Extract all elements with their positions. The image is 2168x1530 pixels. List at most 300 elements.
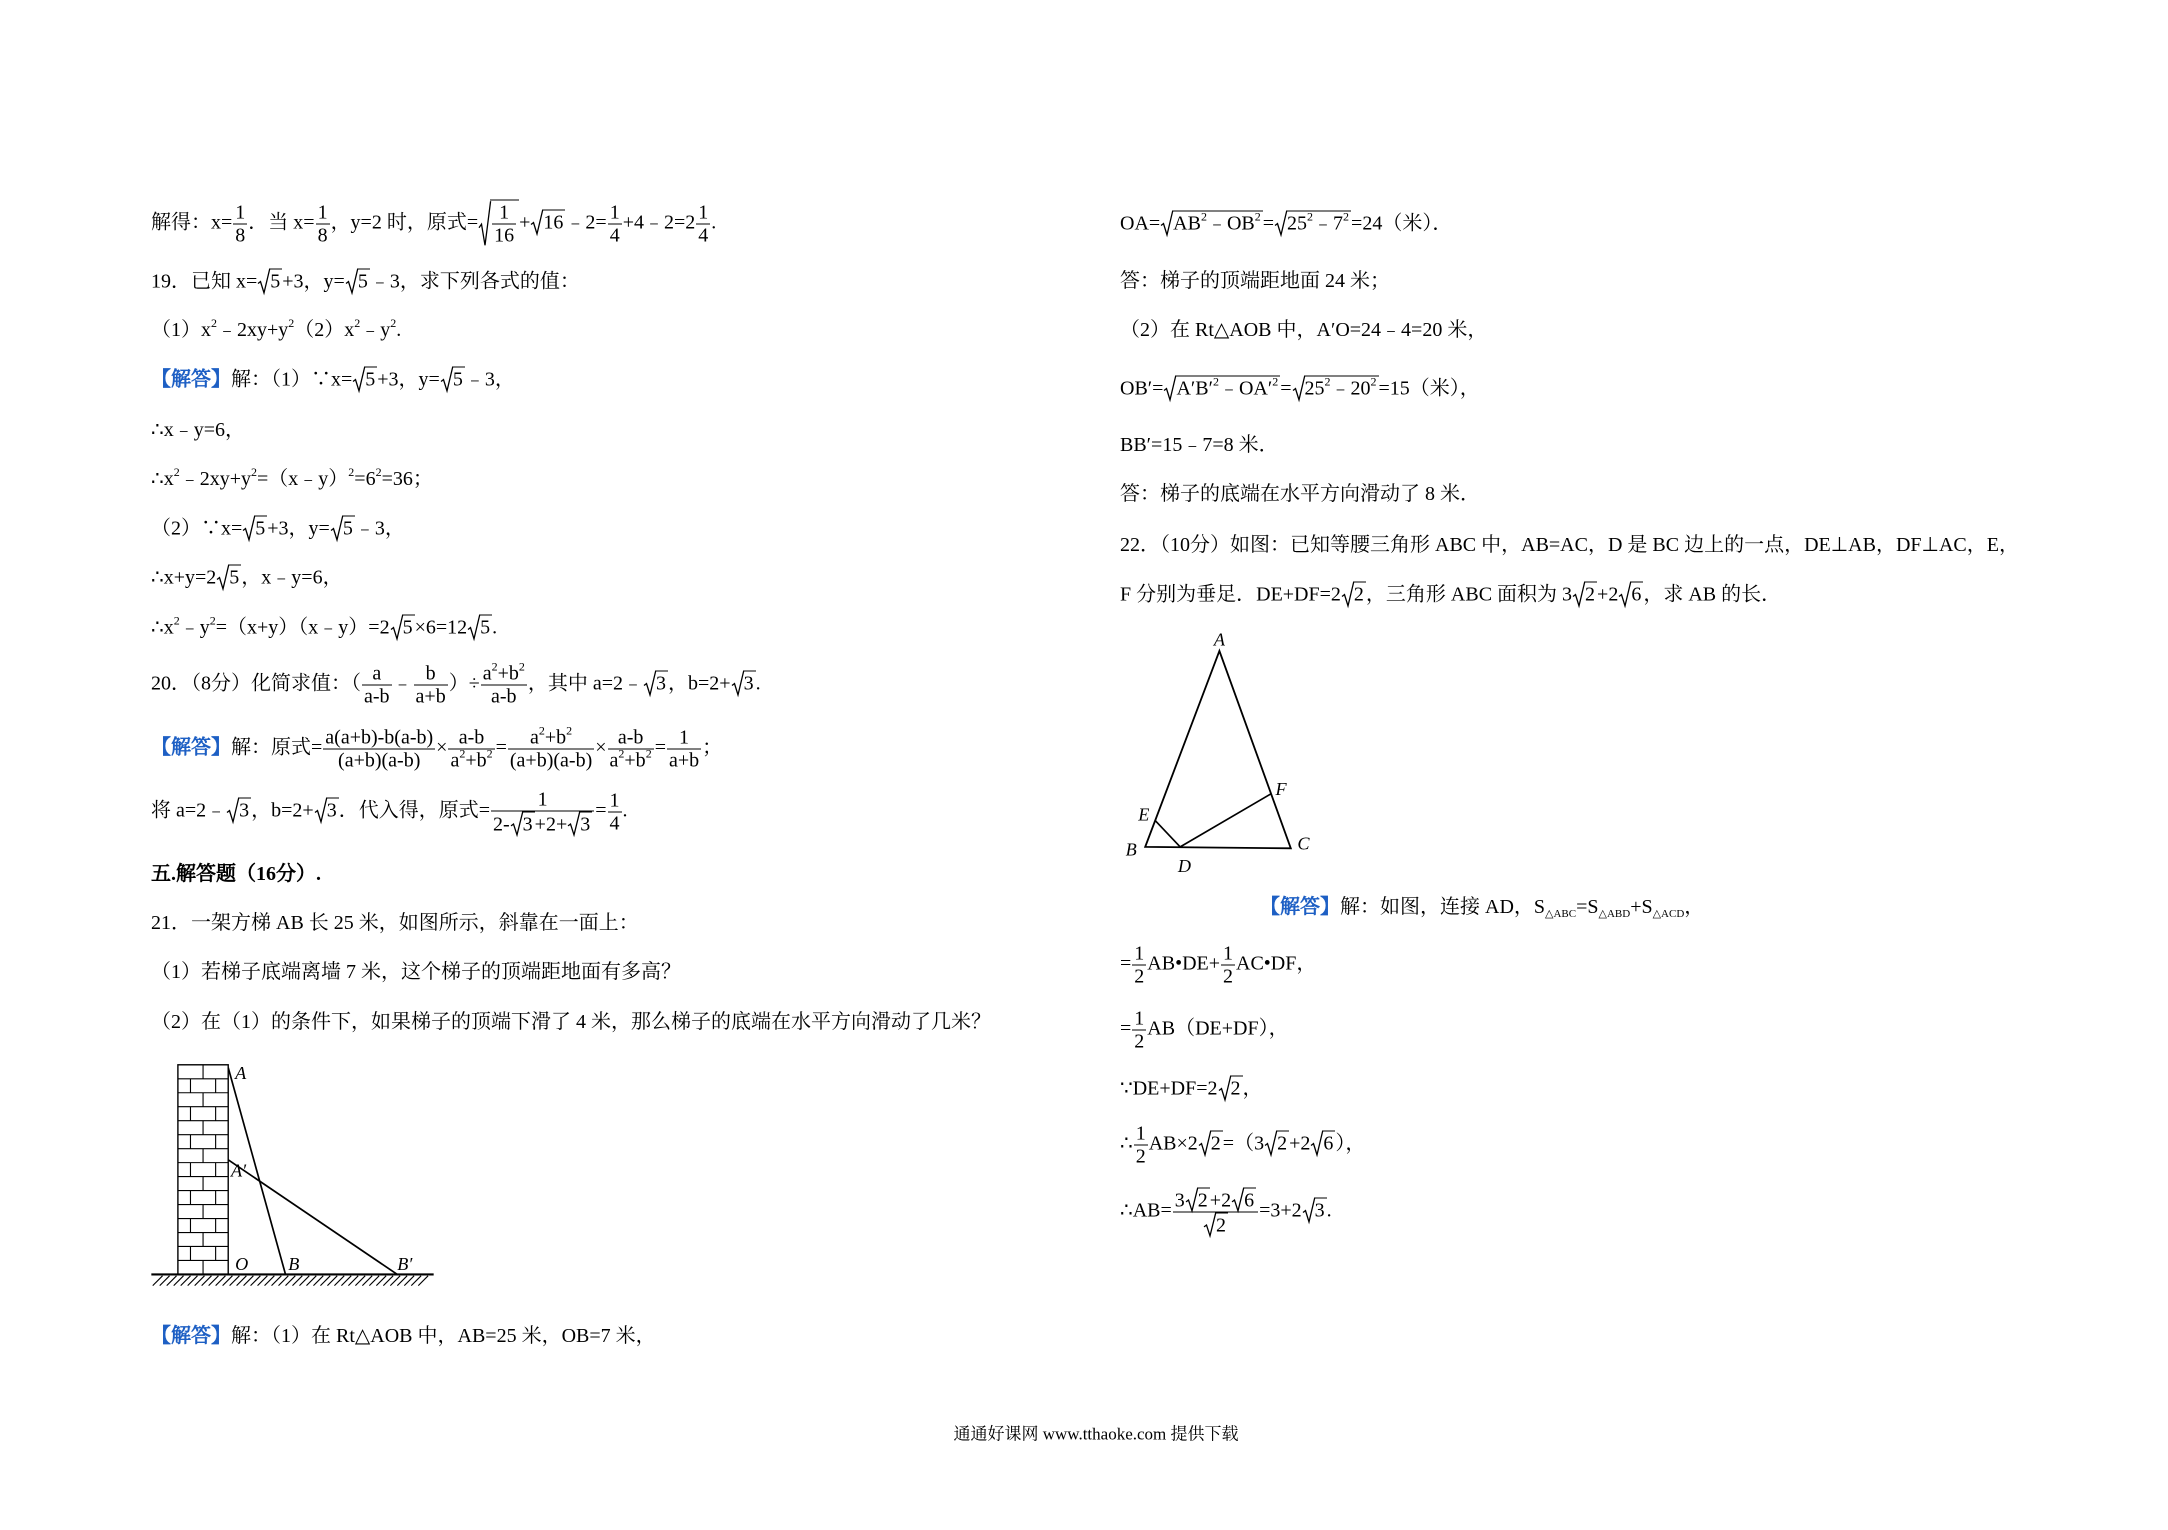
math-text: AB [1173, 212, 1201, 235]
math-text: ﹣2xy+y [217, 319, 289, 341]
math-text: OA= [1120, 212, 1161, 235]
q22-stem [1120, 582, 1781, 607]
math-text: ∴x+y=2 [151, 566, 217, 589]
radical-sign-icon [1311, 1131, 1323, 1156]
q22-answer-line [1120, 943, 1316, 988]
math-text: 将 a=2﹣ [151, 799, 227, 822]
q22-answer-line [1120, 1123, 1365, 1168]
square-root [1342, 582, 1366, 607]
answer-label: 【解答】 [151, 736, 231, 759]
math-text: =S [1576, 896, 1599, 918]
math-text: ，求 AB 的长． [1643, 583, 1782, 606]
section-heading [151, 862, 321, 886]
math-text: a-b [458, 726, 485, 749]
numerator [1132, 1008, 1146, 1030]
radical-sign-icon [1342, 582, 1354, 607]
math-text: ∴AB= [1120, 1199, 1172, 1222]
math-text: ； [702, 736, 723, 759]
radicand [238, 798, 251, 822]
math-text: = [1262, 212, 1275, 235]
q22-stem [1120, 533, 2019, 557]
radicand [522, 812, 535, 836]
math-text: =（3 [1222, 1132, 1265, 1155]
label-e: E [1138, 804, 1150, 825]
denominator [233, 224, 247, 247]
radical-sign-icon [1186, 1188, 1198, 1212]
numerator [1221, 943, 1235, 965]
math-text: ，x﹣y=6， [241, 566, 343, 589]
q19-answer-line [151, 516, 405, 541]
denominator [316, 224, 330, 247]
math-text: （1）x [151, 319, 211, 341]
radical-sign-icon [1199, 1131, 1211, 1156]
square-root [227, 798, 251, 823]
q21-answer-line [1120, 269, 1390, 293]
math-text: = [595, 799, 607, 822]
math-text: . [1326, 1199, 1332, 1222]
math-text: ﹣y [360, 319, 391, 341]
radicand [1175, 376, 1280, 400]
math-text: 1 [679, 726, 690, 749]
radical-sign-icon [1303, 1198, 1315, 1223]
math-text: 2 [1134, 965, 1145, 988]
radicand [269, 269, 282, 293]
ladder-a-prime-b-prime [228, 1160, 397, 1275]
radicand [490, 200, 519, 247]
math-text: (a+b)(a-b) [509, 749, 593, 772]
radicand [1276, 1131, 1289, 1155]
denominator [492, 224, 516, 247]
superscript: 2 [288, 316, 295, 330]
math-text: ∴x﹣y=6， [151, 419, 246, 441]
square-root [1293, 376, 1379, 401]
math-text: 1 [537, 788, 548, 811]
math-text: 2 [1230, 1077, 1241, 1100]
ladder-figure [151, 1062, 434, 1294]
math-text: =15（米）， [1378, 377, 1480, 400]
math-text: 1 [1135, 1122, 1146, 1145]
math-text: 2 [1197, 1189, 1208, 1212]
math-text: 1 [317, 201, 328, 224]
math-text: 2 [1223, 965, 1234, 988]
label-b-prime: B′ [397, 1254, 413, 1275]
numerator [608, 790, 622, 812]
radicand [402, 615, 415, 639]
math-text: ，b=2+ [668, 672, 731, 695]
radical-sign-icon [391, 615, 403, 640]
radical-sign-icon [331, 516, 343, 541]
math-text: +2+ [534, 813, 568, 836]
square-root [479, 200, 519, 247]
math-text: ．当 x= [248, 211, 315, 234]
q19-answer-line [151, 565, 343, 590]
math-text: 3 [656, 672, 667, 695]
radicand [542, 210, 565, 234]
math-text: 3 [239, 799, 250, 822]
denominator [696, 224, 710, 247]
math-text: 2 [1135, 1145, 1146, 1168]
square-root [391, 615, 415, 640]
square-root [258, 269, 282, 294]
q22-answer-line [1120, 1076, 1263, 1101]
math-text: 6 [1631, 583, 1642, 606]
q21-answer-line [151, 1324, 656, 1348]
math-text: 4 [609, 812, 620, 835]
denominator [1134, 1145, 1148, 1168]
math-text: 16 [543, 211, 564, 234]
fraction [414, 663, 448, 708]
math-text: 5 [365, 368, 376, 391]
numerator [414, 663, 448, 685]
radical-sign-icon [441, 367, 453, 392]
radicand [1243, 1188, 1256, 1212]
math-text: ﹣20 [1330, 377, 1371, 400]
math-text: = [1120, 1017, 1132, 1040]
ground-hatch [153, 1276, 428, 1286]
math-text: a-b [491, 685, 517, 708]
denominator [1221, 965, 1235, 988]
math-text: ，y=2 时，原式= [330, 211, 479, 234]
fraction [1173, 1188, 1258, 1237]
math-text: 6 [1244, 1189, 1255, 1212]
q21-answer-line [1120, 376, 1480, 401]
math-text: =（x﹣y） [257, 468, 349, 490]
superscript: 2 [251, 465, 258, 479]
math-text: 21．一架方梯 AB 长 25 米，如图所示，斜靠在一面上： [151, 912, 639, 934]
radicand [364, 367, 377, 391]
math-text: 16 [494, 224, 515, 247]
square-root [1265, 1131, 1289, 1156]
math-text: a [482, 662, 492, 685]
radicand [1215, 1213, 1228, 1237]
math-text: F 分别为垂足．DE+DF=2 [1120, 583, 1341, 606]
radical-sign-icon [468, 615, 480, 640]
radicand [357, 269, 370, 293]
math-text: ﹣3，求下列各式的值： [369, 270, 580, 293]
math-text: 5 [229, 566, 240, 589]
math-text: 8 [317, 224, 328, 247]
square-root [353, 367, 377, 392]
denominator [608, 812, 622, 835]
q19-subquestions [151, 318, 401, 342]
superscript: 2 [491, 659, 498, 674]
math-text: ∴ [1120, 1132, 1133, 1155]
square-root [1275, 211, 1351, 236]
math-text: 1 [235, 201, 246, 224]
fraction [1221, 943, 1235, 988]
superscript: 2 [645, 746, 652, 761]
radical-sign-icon [479, 200, 491, 247]
q21-answer-line [1120, 211, 1452, 236]
q19-answer-line [151, 418, 245, 442]
math-text: +3，y= [267, 517, 330, 540]
fraction [608, 727, 654, 772]
radical-sign-icon [1164, 376, 1176, 401]
math-text: A′B′ [1176, 377, 1213, 400]
math-text: 五.解答题（16分）. [151, 863, 321, 885]
radicand [342, 516, 355, 540]
math-text: 1 [698, 201, 709, 224]
square-root [531, 210, 565, 235]
numerator [492, 202, 516, 224]
math-text: 3 [743, 672, 754, 695]
superscript: 2 [354, 316, 361, 330]
math-text: a+b [668, 749, 700, 772]
math-text: ﹣ [392, 672, 413, 695]
math-text: a [450, 749, 460, 772]
math-text: 解：如图，连接 AD，S [1340, 896, 1546, 918]
radicand [326, 798, 339, 822]
q18-result-line [151, 200, 716, 247]
superscript: 2 [348, 465, 355, 479]
numerator [323, 727, 435, 749]
radical-sign-icon [644, 671, 656, 696]
math-text: 5 [480, 616, 491, 639]
q22-answer-line [1120, 1188, 1332, 1237]
radicand [254, 516, 267, 540]
radicand [1630, 582, 1643, 606]
math-text: ﹣y [179, 616, 210, 639]
math-text: 6 [1323, 1132, 1334, 1155]
square-root [1164, 376, 1280, 401]
numerator [316, 202, 330, 224]
superscript: 2 [486, 746, 493, 761]
q20-answer-line [151, 723, 723, 772]
q21-subquestion [151, 960, 681, 984]
denominator [448, 746, 494, 772]
math-text: +4﹣2=2 [622, 211, 696, 234]
superscript: 2 [1200, 209, 1207, 224]
math-text: +b [544, 726, 567, 749]
math-text: 19．已知 x= [151, 270, 258, 293]
square-root [315, 798, 339, 823]
label-a: A [1213, 629, 1225, 650]
math-text: ，b=2+ [251, 799, 314, 822]
q21-answer-line [1120, 482, 1480, 506]
math-text: 2 [1210, 1132, 1221, 1155]
q21-answer-line [1120, 318, 1487, 342]
math-text: 4 [609, 224, 620, 247]
q22-answer-line [1260, 895, 1704, 919]
square-root [511, 812, 535, 836]
radical-sign-icon [217, 565, 229, 590]
q22-answer-line [1120, 1008, 1289, 1053]
label-c: C [1297, 833, 1310, 854]
fraction [481, 659, 527, 708]
math-text: 1 [499, 201, 510, 224]
triangle-figure [1120, 627, 1316, 882]
radical-sign-icon [1219, 1076, 1231, 1101]
numerator [448, 727, 494, 749]
math-text: +3，y= [377, 368, 440, 391]
label-a-prime: A′ [231, 1160, 247, 1181]
math-text: 5 [342, 517, 353, 540]
math-text: 1 [609, 201, 620, 224]
math-text: 25 [1304, 377, 1325, 400]
superscript: 2 [209, 613, 216, 628]
radicand [655, 671, 668, 695]
math-text: . [396, 319, 402, 341]
denominator [667, 749, 701, 772]
math-text: a-b [617, 726, 644, 749]
square-root [1219, 1076, 1243, 1101]
numerator [1132, 943, 1146, 965]
radicand [579, 812, 592, 836]
fraction [508, 723, 594, 772]
square-root [441, 367, 465, 392]
math-text: OB′= [1120, 377, 1164, 400]
math-text: ﹣OA′ [1218, 377, 1273, 400]
math-text: ， [1684, 896, 1705, 918]
answer-label: 【解答】 [151, 368, 231, 391]
q19-answer-line [151, 615, 497, 640]
math-text: ﹣3， [354, 517, 405, 540]
math-text: 2 [1353, 583, 1364, 606]
math-text: ×6=12 [414, 616, 468, 639]
math-text: 3 [1314, 1199, 1325, 1222]
math-text: = [1280, 377, 1292, 400]
superscript: 2 [1370, 374, 1377, 389]
math-text: 解：原式= [231, 736, 323, 759]
math-text: 1 [1223, 942, 1234, 965]
superscript: 2 [173, 465, 180, 479]
radicand [1304, 376, 1379, 400]
answer-label: 【解答】 [1260, 896, 1340, 918]
square-root [346, 269, 370, 294]
math-text: ∴x [151, 468, 174, 490]
numerator [508, 723, 594, 749]
math-text: 2 [1134, 1030, 1145, 1053]
math-text: ， [1242, 1077, 1263, 1100]
numerator [667, 727, 701, 749]
square-root [331, 516, 355, 541]
math-text: AB•DE+ [1147, 952, 1221, 975]
math-text: 2 [1277, 1132, 1288, 1155]
numerator [1134, 1123, 1148, 1145]
math-text: +2 [1209, 1189, 1232, 1212]
label-f: F [1275, 779, 1287, 800]
math-text: =（x+y）（x﹣y）=2 [215, 616, 390, 639]
radicand [1353, 582, 1366, 606]
superscript: 2 [1324, 374, 1331, 389]
math-text: +b [497, 662, 519, 685]
denominator [481, 685, 527, 708]
math-text: a [372, 662, 382, 685]
radical-sign-icon [243, 516, 255, 541]
denominator [1132, 1030, 1146, 1053]
radical-sign-icon [1573, 582, 1585, 607]
math-text: a(a+b)-b(a-b) [325, 726, 434, 749]
math-text: a [609, 749, 619, 772]
math-text: 解：（1）∵x= [231, 368, 353, 391]
math-text: BB′=15﹣7=8 米． [1120, 434, 1279, 456]
math-text: 5 [255, 517, 266, 540]
square-root [468, 615, 492, 640]
fraction [608, 202, 622, 247]
fraction [233, 202, 247, 247]
math-text: ﹣7 [1313, 212, 1344, 235]
math-text: =3+2 [1259, 1199, 1302, 1222]
radical-sign-icon [1161, 211, 1173, 236]
label-o: O [235, 1254, 249, 1275]
math-text: 4 [698, 224, 709, 247]
subscript: △ACD [1652, 908, 1685, 920]
fraction [323, 727, 435, 772]
math-text: ）， [1335, 1132, 1366, 1155]
math-text: AC•DF， [1236, 952, 1317, 975]
radical-sign-icon [1265, 1131, 1277, 1156]
numerator [696, 202, 710, 224]
q21-stem [151, 911, 639, 935]
radical-sign-icon [1275, 211, 1287, 236]
math-text: ∵DE+DF=2 [1120, 1077, 1218, 1100]
radicand [1197, 1188, 1210, 1212]
radical-sign-icon [1204, 1213, 1216, 1237]
fraction [608, 790, 622, 835]
radical-sign-icon [227, 798, 239, 823]
math-text: 解得：x= [151, 211, 233, 234]
math-text: . [755, 672, 761, 695]
square-root [243, 516, 267, 541]
radical-sign-icon [732, 671, 744, 696]
superscript: 2 [375, 465, 382, 479]
radical-sign-icon [353, 367, 365, 392]
math-text: a [529, 726, 539, 749]
math-text: ，三角形 ABC 面积为 3 [1365, 583, 1573, 606]
math-text: × [595, 736, 607, 759]
superscript: 2 [1272, 374, 1279, 389]
math-text: . [711, 211, 717, 234]
superscript: 2 [390, 316, 397, 330]
denominator [608, 746, 654, 772]
radical-sign-icon [1293, 376, 1305, 401]
math-text: （1）若梯子底端离墙 7 米，这个梯子的顶端距地面有多高？ [151, 961, 681, 983]
math-text: 2 [1585, 583, 1596, 606]
math-text: 解：（1）在 Rt△AOB 中，AB=25 米，OB=7 米， [231, 1325, 656, 1347]
math-text: 20．（8分）化简求值：（ [151, 672, 361, 695]
math-text: 5 [402, 616, 413, 639]
math-text: （2）在 Rt△AOB 中，A′O=24﹣4=20 米， [1120, 319, 1488, 341]
fraction [316, 202, 330, 247]
square-root [1311, 1131, 1335, 1156]
denominator [1173, 1212, 1258, 1237]
math-text: ﹣2xy+y [179, 468, 252, 490]
q21-answer-line [1120, 433, 1279, 457]
math-text: 1 [609, 789, 620, 812]
denominator [608, 224, 622, 247]
math-text: ．代入得，原式= [338, 799, 490, 822]
square-root [1199, 1131, 1223, 1156]
math-text: = [1120, 952, 1132, 975]
superscript: 2 [566, 723, 573, 738]
math-text: =24（米）． [1351, 212, 1453, 235]
radical-sign-icon [346, 269, 358, 294]
fraction [491, 789, 594, 836]
square-root [1303, 1198, 1327, 1223]
numerator [608, 202, 622, 224]
numerator [233, 202, 247, 224]
numerator [608, 727, 654, 749]
radicand [1172, 211, 1263, 235]
radicand [479, 615, 492, 639]
label-b: B [288, 1254, 300, 1275]
math-text: 3 [1174, 1189, 1185, 1212]
radicand [1210, 1131, 1223, 1155]
math-text: +S [1630, 896, 1653, 918]
fraction [696, 202, 710, 247]
denominator [362, 685, 392, 708]
superscript: 2 [211, 316, 217, 330]
